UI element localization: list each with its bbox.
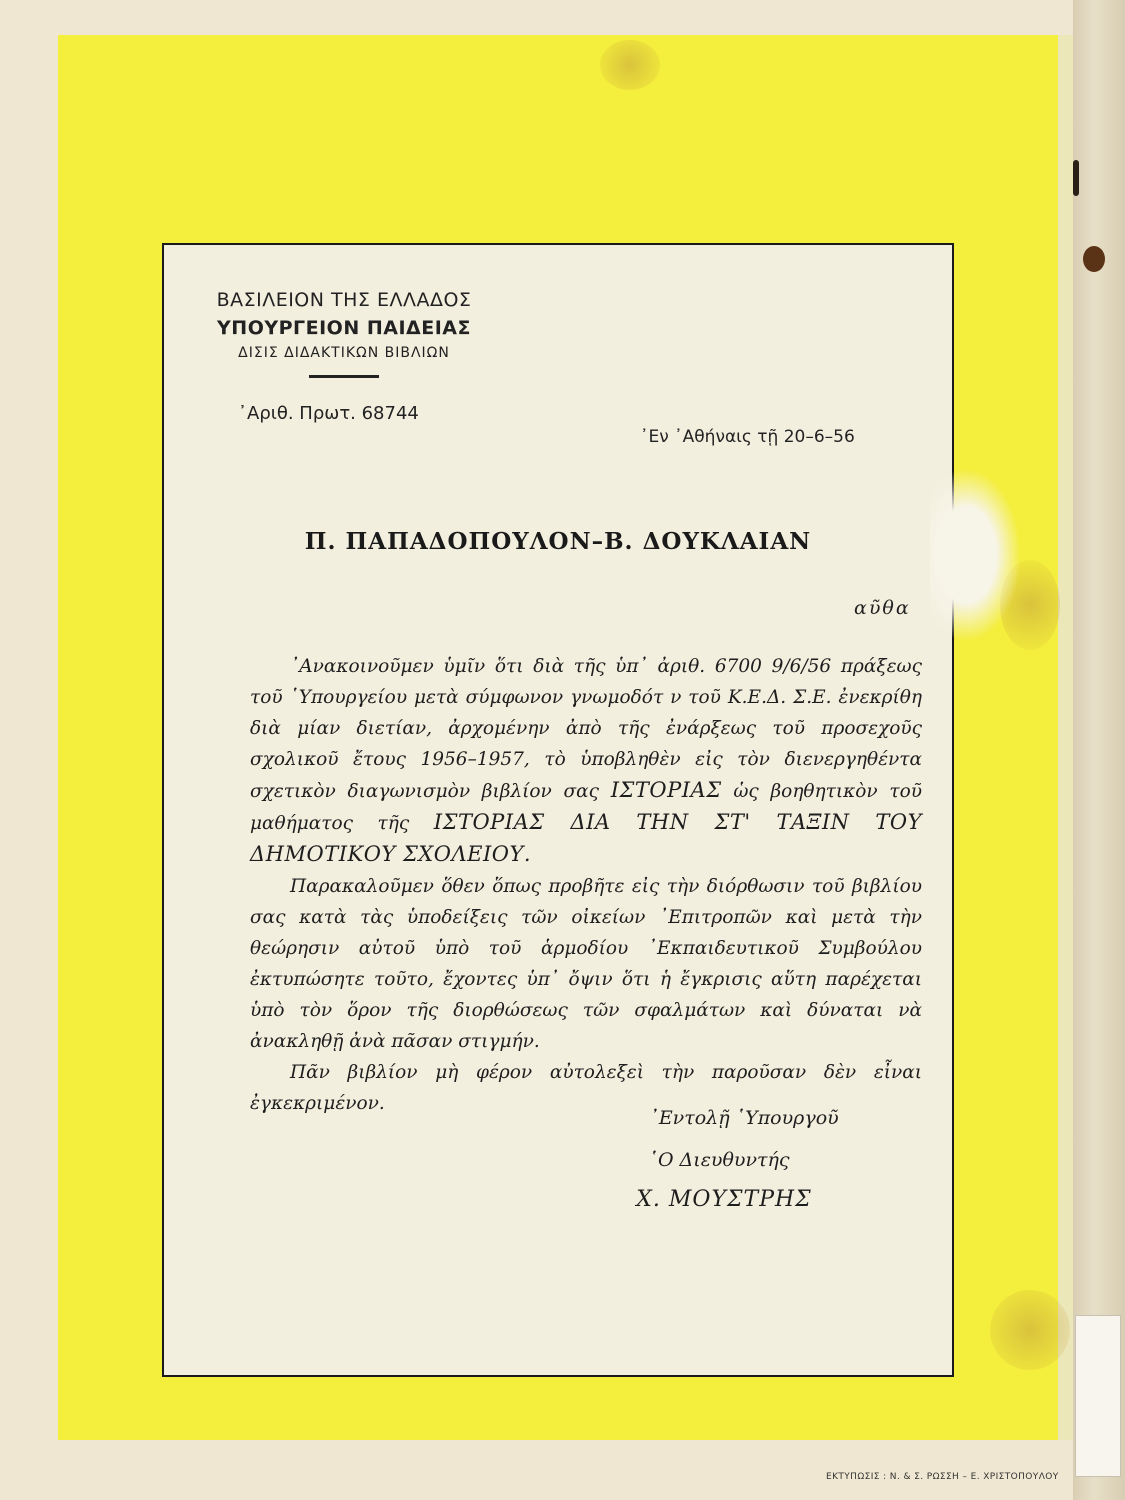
body-paragraph-notice: Πᾶν βιβλίον μὴ φέρον αὐτολεξεὶ τὴν παροῦσαν δὲν εἶναι ἐγκεκριμένον. <box>250 1062 922 1114</box>
letterhead-divider <box>309 375 379 378</box>
library-label <box>1075 1315 1121 1477</box>
age-stain <box>600 40 660 90</box>
body-paragraph-correction: Παρακαλοῦμεν ὅθεν ὅπως προβῆτε εἰς τὴν διόρθωσιν τοῦ βιβλίου σας κατὰ τὰς ὑποδείξεις τῶν οἰκείων ᾿Επιτροπῶν καὶ μετὰ τὴν θεώρησιν αὐτοῦ ὑπὸ τοῦ ἁρμοδίου ᾿Εκπαιδευτικοῦ Συμβούλου ἐκτυπώσητε τοῦτο, ἔχοντες ὑπ᾿ ὄψιν ὅτι ἡ ἔγκρισις αὕτη παρέχεται ὑπὸ τὸν ὅρον τῆς διορθώσεως τῶν σφαλμάτων καὶ δύναται νὰ ἀνακληθῇ ἀνὰ πᾶσαν στιγμήν. <box>250 876 922 1052</box>
book-subject: ΙΣΤΟΡΙΑΣ <box>610 778 722 802</box>
signature-title: ῾Ο Διευθυντής <box>648 1149 790 1171</box>
approval-letter <box>162 243 954 1377</box>
letterhead-kingdom: ΒΑΣΙΛΕΙΟΝ ΤΗΣ ΕΛΛΑΔΟΣ <box>216 289 472 311</box>
signature-name: Χ. ΜΟΥΣΤΡΗΣ <box>636 1187 812 1212</box>
book-spine-edge <box>1073 0 1125 1500</box>
printer-credit: ΕΚΤΥΠΩΣΙΣ : Ν. & Σ. ΡΩΣΣΗ – Ε. ΧΡΙΣΤΟΠΟΥΛΟΥ <box>826 1472 1059 1482</box>
salutation-fragment: αῦθα <box>854 597 911 619</box>
letterhead <box>204 289 484 378</box>
approval-text: ᾿Ανακοινοῦμεν ὑμῖν ὅτι διὰ τῆς ὑπ᾿ ἀριθ. 6700 9/6/56 πράξεως τοῦ ῾Υπουργείου μετὰ σύμφωνον γνωμοδότ ν τοῦ Κ.Ε.Δ. Σ.Ε. ἐνεκρίθη διὰ μίαν διετίαν, ἀρχομένην ἀπὸ τῆς ἐνάρξεως τοῦ προσεχοῦς σχολικοῦ ἔτους 1956–1957, τὸ ὑποβληθὲν εἰς τὸν διενεργηθέντα σχετικὸν διαγωνισμὸν βιβλίον σας <box>250 656 922 802</box>
letter-body <box>250 651 922 1119</box>
signature-order-line: ᾿Εντολῇ ῾Υπουργοῦ <box>649 1107 839 1129</box>
paper-damage <box>930 470 1020 640</box>
faded-cover-edge <box>1058 35 1073 1440</box>
approval-text-middle: ὡς βοηθητικὸν τοῦ μαθήματος τῆς <box>250 781 922 834</box>
body-paragraph-approval <box>250 651 922 871</box>
recipient-names: Π. ΠΑΠΑΔΟΠΟΥΛΟΝ–Β. ΔΟΥΚΛΑΙΑΝ <box>304 528 812 555</box>
place-and-date: ᾿Εν ᾿Αθήναις τῇ 20–6–56 <box>640 427 855 447</box>
binding-hole <box>1083 246 1105 272</box>
spine-tear-mark <box>1073 160 1079 196</box>
letterhead-ministry: ΥΠΟΥΡΓΕΙΟΝ ΠΑΙΔΕΙΑΣ <box>217 317 471 339</box>
course-title: ΙΣΤΟΡΙΑΣ ΔΙΑ ΤΗΝ ΣΤ' ΤΑΞΙΝ ΤΟΥ ΔΗΜΟΤΙΚΟΥ ΣΧΟΛΕΙΟΥ. <box>250 810 922 866</box>
protocol-number: ᾿Αριθ. Πρωτ. 68744 <box>238 403 419 424</box>
letterhead-division: ΔΙΣΙΣ ΔΙΔΑΚΤΙΚΩΝ ΒΙΒΛΙΩΝ <box>238 345 450 361</box>
age-stain <box>990 1290 1070 1370</box>
